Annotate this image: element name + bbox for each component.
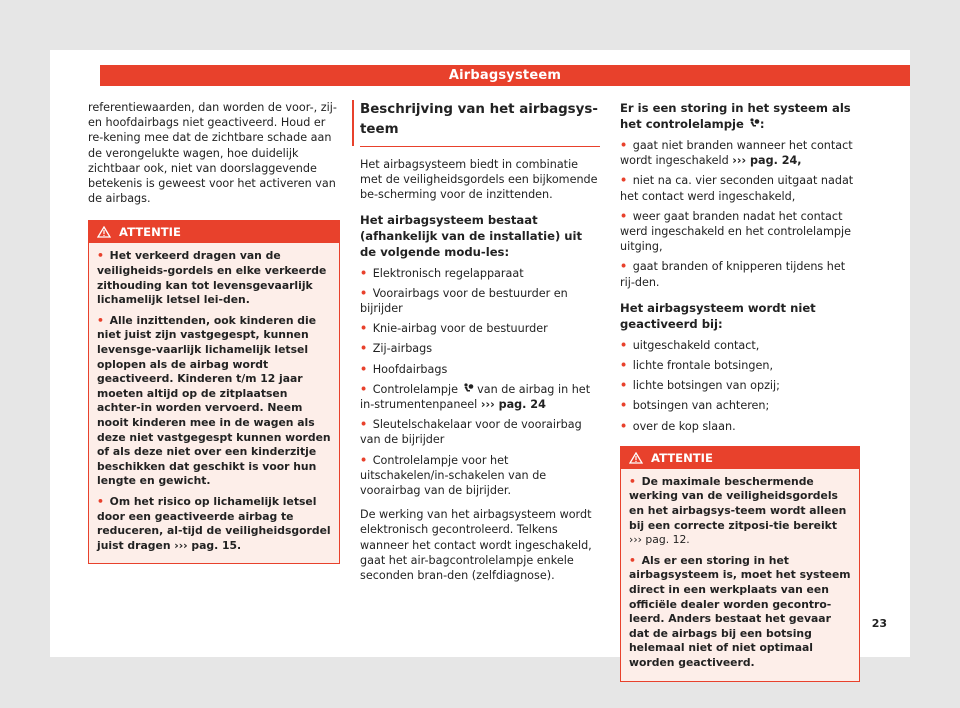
fault-heading: Er is een storing in het systeem als het controlelampje : (620, 101, 851, 131)
bullet-icon: • (620, 338, 628, 352)
warning-title: ATTENTIE (119, 225, 181, 240)
warning-item: • Als er een storing in het airbagsysteem is, moet het systeem direct in een werkplaats van een officiële dealer worden gecontro-leerd. Anders bestaat het gevaar dat de airbags bij een botsing helemaal niet of niet optimaal worden geactiveerd. (629, 553, 851, 669)
list-item: • Voorairbags voor de bestuurder en bijrijder (360, 286, 568, 316)
warning-triangle-icon (97, 226, 111, 238)
no-activation-heading: Het airbagsysteem wordt niet geactiveerd bij: (620, 300, 816, 331)
bullet-icon: • (97, 249, 104, 263)
title-accent-bar (352, 100, 354, 146)
column-2 (360, 100, 600, 592)
section-title: Beschrijving van het airbagsys-teem (360, 100, 600, 147)
list-item: • over de kop slaan. (620, 419, 736, 433)
bullet-icon: • (620, 139, 628, 152)
modules-heading: Het airbagsysteem bestaat (afhankelijk van de installatie) uit de volgende modu-les: (360, 212, 583, 259)
warning-item: • Het verkeerd dragen van de veiligheids-gordels en elke verkeerde zithouding kan tot levensgevaarlijk lichamelijk letsel lei-den. (97, 249, 327, 307)
bullet-icon: • (360, 362, 368, 376)
list-item: • botsingen van achteren; (620, 399, 770, 413)
bullet-icon: • (360, 286, 368, 300)
warning-body (621, 469, 859, 681)
warning-title: ATTENTIE (651, 450, 713, 465)
bullet-icon: • (360, 382, 368, 396)
column-3 (620, 100, 860, 682)
closing-paragraph: De werking van het airbagsysteem wordt elektronisch gecontroleerd. Telkens wanneer het contact wordt ingeschakeld, gaat het air-bagcontrolelampje enkele seconden bran-den (zelfdiagnose). (360, 508, 592, 583)
bullet-icon: • (360, 266, 368, 280)
warning-body (89, 243, 339, 563)
page-reference[interactable]: ››› pag. 24, (732, 154, 802, 168)
bullet-icon: • (620, 260, 628, 274)
warning-header (621, 447, 859, 469)
list-item: • uitgeschakeld contact, (620, 338, 760, 352)
page-reference[interactable]: ››› pag. 15. (174, 538, 242, 552)
bullet-icon: • (620, 419, 628, 433)
list-item: • Controlelampje voor het uitschakelen/in-schakelen van de voorairbag van de bijrijder. (360, 453, 547, 498)
bullet-icon: • (620, 399, 628, 413)
warning-item: • De maximale beschermende werking van de veiligheidsgordels en het airbagsys-teem wordt alleen bij een correcte zitposi-tie bereikt ››› pag. 12. (629, 474, 847, 547)
warning-header (89, 221, 339, 243)
manual-page (50, 50, 910, 669)
airbag-warning-lamp-icon (748, 118, 760, 129)
page-number: 23 (871, 617, 887, 630)
bullet-icon: • (629, 553, 636, 567)
bullet-icon: • (360, 322, 368, 336)
warning-box (88, 220, 340, 564)
list-item: • Elektronisch regelapparaat (360, 266, 524, 280)
warning-triangle-icon (629, 452, 643, 464)
bullet-icon: • (620, 174, 628, 188)
bullet-icon: • (360, 453, 368, 467)
page-header: Airbagsysteem (100, 65, 910, 86)
bullet-icon: • (620, 359, 628, 373)
list-item: • Controlelampje van de airbag in het in-strumentenpaneel ››› pag. 24 (360, 382, 591, 412)
page-reference[interactable]: ››› pag. 24 (480, 398, 546, 412)
bullet-icon: • (620, 209, 628, 223)
column-1 (88, 100, 340, 564)
bullet-icon: • (360, 342, 368, 356)
list-item: • Zij-airbags (360, 342, 433, 356)
intro-paragraph: referentiewaarden, dan worden de voor-, zij-en hoofdairbags niet geactiveerd. Houd er re-kening mee dat de zichtbare schade aan de verongelukte wagen, hoe duidelijk zichtbaar ook, niet van doorslaggevende betekenis is geweest voor het activeren van de airbags. (88, 101, 337, 206)
warning-item: • Om het risico op lichamelijk letsel door een geactiveerde airbag te reduceren, al-tijd de veiligheidsgordel juist dragen ››› pag. 15. (97, 494, 331, 552)
list-item: • Sleutelschakelaar voor de voorairbag van de bijrijder (360, 418, 582, 447)
list-item: • gaat branden of knipperen tijdens het rij-den. (620, 260, 846, 289)
list-item: • weer gaat branden nadat het contact werd ingeschakeld en het controlelampje uitging, (620, 209, 851, 254)
bullet-icon: • (97, 313, 104, 327)
airbag-warning-lamp-icon (462, 383, 474, 394)
bullet-icon: • (360, 418, 368, 432)
warning-item: • Alle inzittenden, ook kinderen die niet juist zijn vastgegespt, kunnen levensge-vaarlijk lichamelijk letsel oplopen als de airbag wordt geactiveerd. Kinderen t/m 12 jaar moeten altijd op de zitplaatsen achter-in worden vervoerd. Neem nooit kinderen mee in de wagen als deze niet vastgegespt kunnen worden of als deze niet over een kinderzitje beschikken dat geschikt is voor hun lengte en gewicht. (97, 313, 331, 488)
list-item: • gaat niet branden wanneer het contact wordt ingeschakeld ››› pag. 24, (620, 139, 853, 168)
list-item: • Hoofdairbags (360, 362, 448, 376)
list-item: • Knie-airbag voor de bestuurder (360, 322, 548, 336)
section-intro: Het airbagsysteem biedt in combinatie met de veiligheidsgordels een bijkomende be-scherming voor de inzittenden. (360, 158, 598, 202)
bullet-icon: • (620, 379, 628, 393)
warning-box (620, 446, 860, 682)
bullet-icon: • (97, 494, 104, 508)
list-item: • lichte frontale botsingen, (620, 359, 774, 373)
list-item: • niet na ca. vier seconden uitgaat nadat het contact werd ingeschakeld, (620, 174, 854, 203)
page-reference[interactable]: ››› pag. 12. (629, 533, 690, 547)
bullet-icon: • (629, 474, 636, 488)
list-item: • lichte botsingen van opzij; (620, 379, 780, 393)
